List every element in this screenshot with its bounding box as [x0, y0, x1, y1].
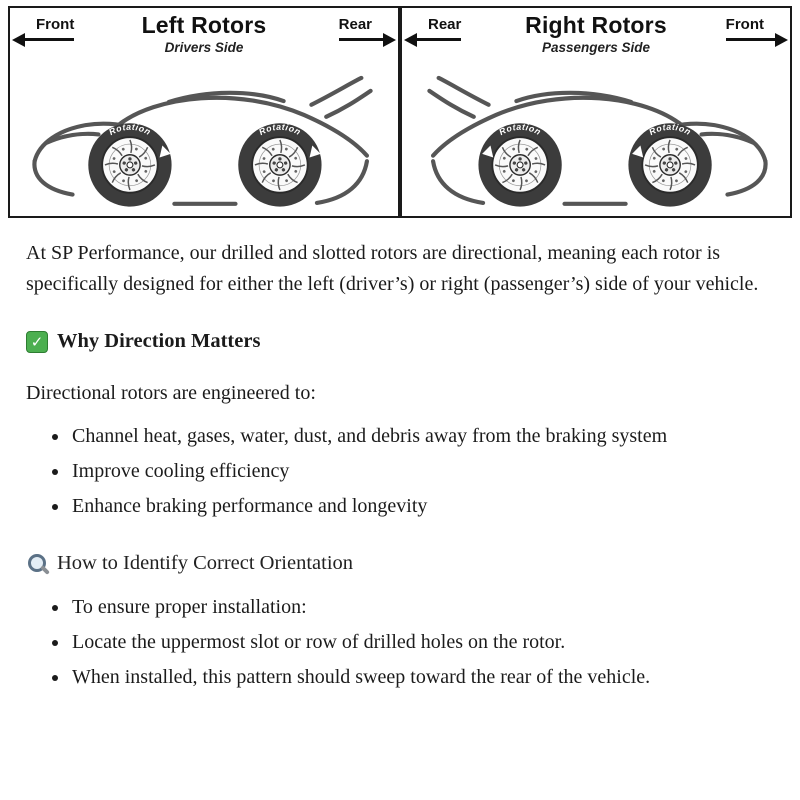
car-diagram-right: [402, 52, 790, 214]
arrow-label-text: Rear: [338, 16, 372, 33]
why-direction-matters-heading: [26, 326, 774, 358]
list-item: • When installed, this pattern should sweep toward the rear of the vehicle.: [70, 662, 774, 693]
right-panel-title: [486, 12, 706, 55]
rear-arrow-label: [339, 16, 372, 41]
arrow-label-text: Rear: [428, 16, 462, 33]
panel-title-text: Right Rotors: [525, 12, 667, 38]
arrow-head-right-icon: [383, 33, 396, 47]
left-panel-title: [94, 12, 314, 55]
magnifier-icon: [26, 552, 50, 576]
rotation-label: Rotation: [257, 121, 303, 138]
intro-paragraph: At SP Performance, our drilled and slotted rotors are directional, meaning each rotor is specifically designed for either the left (driver’s) or right (passenger’s) side of your vehicle.: [26, 242, 759, 295]
article-content: [0, 238, 800, 693]
arrow-label-text: Front: [725, 16, 764, 33]
arrow-shaft: [416, 38, 461, 41]
front-arrow-label: [36, 16, 74, 41]
heading-text: How to Identify Correct Orientation: [57, 551, 354, 574]
check-icon: ✓: [26, 331, 48, 353]
left-rotors-panel: [8, 6, 400, 218]
arrow-head-left-icon: [404, 33, 417, 47]
list-item: • To ensure proper installation:: [70, 592, 774, 623]
list-item: • Channel heat, gases, water, dust, and debris away from the braking system: [70, 421, 774, 452]
rotation-label: Rotation: [107, 121, 153, 138]
list-item: • Improve cooling efficiency: [70, 456, 774, 487]
rotation-label: Rotation: [647, 121, 693, 138]
orientation-list: [26, 592, 774, 693]
heading-text: Why Direction Matters: [57, 330, 261, 352]
arrow-shaft: [339, 38, 384, 41]
engineered-lead: Directional rotors are engineered to:: [26, 381, 316, 404]
list-item: • Locate the uppermost slot or row of drilled holes on the rotor.: [70, 627, 774, 658]
arrow-label-text: Front: [36, 16, 75, 33]
benefits-list: [26, 421, 774, 522]
rotation-label: Rotation: [497, 121, 543, 138]
car-diagram-left: [10, 52, 398, 214]
identify-orientation-heading: [26, 548, 774, 580]
arrow-shaft: [726, 38, 776, 41]
arrow-head-left-icon: [12, 33, 25, 47]
rotor-direction-diagram: [8, 6, 792, 218]
panel-subtitle-text: Passengers Side: [541, 40, 651, 55]
rear-arrow-label: [428, 16, 461, 41]
panel-subtitle-text: Drivers Side: [164, 40, 244, 55]
list-item: • Enhance braking performance and longevity: [70, 491, 774, 522]
panel-title-text: Left Rotors: [141, 12, 267, 38]
right-rotors-panel: [400, 6, 792, 218]
front-arrow-label: [726, 16, 764, 41]
arrow-head-right-icon: [775, 33, 788, 47]
arrow-shaft: [24, 38, 74, 41]
